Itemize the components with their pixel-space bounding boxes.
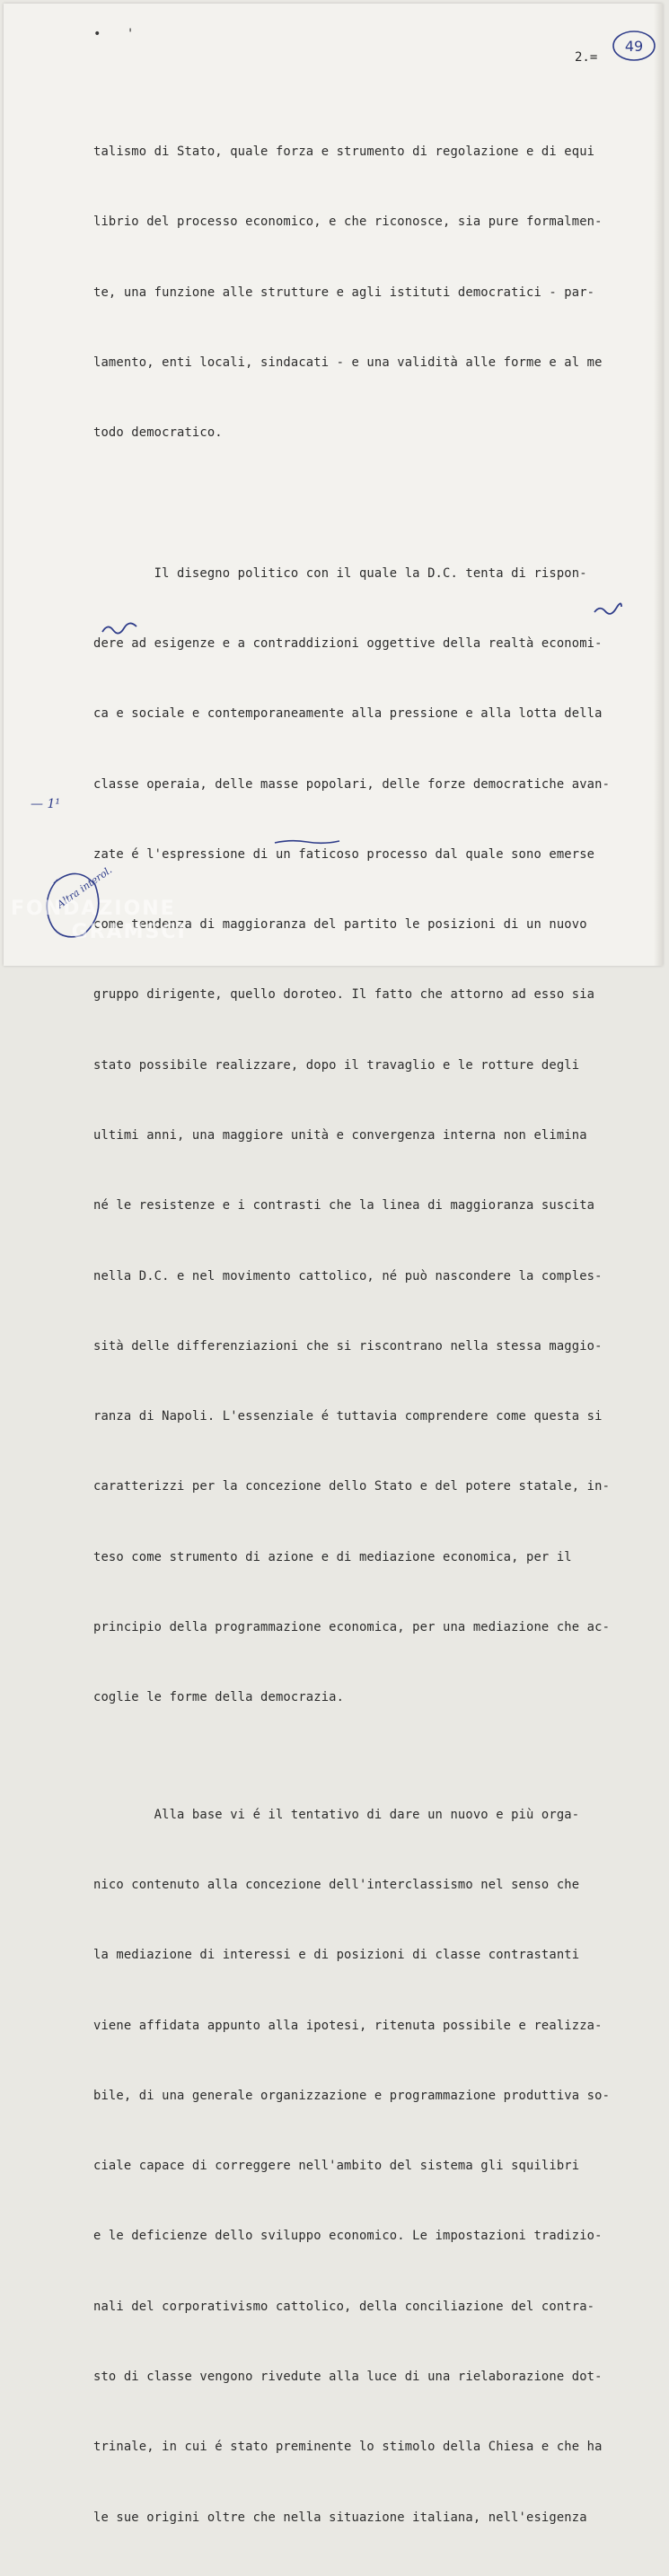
text-line: ranza di Napoli. L'essenziale é tuttavia comprendere come questa si: [93, 1409, 603, 1424]
text-line: todo democratico.: [93, 425, 223, 441]
text-line: sità delle differenziazioni che si riscontrano nella stessa maggio-: [93, 1338, 603, 1354]
top-marks: • ': [93, 27, 144, 41]
handwritten-squiggle-icon: [101, 621, 138, 635]
text-line: nella D.C. e nel movimento cattolico, né può nascondere la comples-: [93, 1268, 603, 1284]
text-line: stato possibile realizzare, dopo il travaglio e le rotture degli: [93, 1057, 580, 1073]
page-edge-shadow: [654, 4, 663, 966]
text-line: ciale capace di correggere nell'ambito del sistema gli squilibri: [93, 2159, 580, 2174]
text-line: dere ad esigenze e a contraddizioni oggettive della realtà economi-: [93, 636, 603, 652]
text-line: nico contenuto alla concezione dell'interclassismo nel senso che: [93, 1878, 580, 1893]
margin-mark-icon: [29, 793, 83, 813]
text-line: gruppo dirigente, quello doroteo. Il fatto che attorno ad esso sia: [93, 987, 595, 1003]
page-number: 2.=: [575, 50, 598, 65]
text-line: sto di classe vengono rivedute alla luce di una rielaborazione dot-: [93, 2370, 603, 2384]
text-line: ca e sociale e contemporaneamente alla pressione e alla lotta della: [93, 706, 603, 722]
text-line: coglie le forme della democrazia.: [93, 1690, 345, 1705]
text-line: librio del processo economico, e che riconosce, sia pure formalmen-: [93, 215, 603, 230]
paragraph-3: [93, 1757, 632, 2576]
archive-stamp-number: 49: [624, 38, 644, 55]
text-line: caratterizzi per la concezione dello Stato e del potere statale, in-: [93, 1479, 611, 1494]
text-line: Alla base vi é il tentativo di dare un nuovo e più orga-: [93, 1807, 580, 1822]
text-line: te, una funzione alle strutture e agli istituti democratici - par-: [93, 285, 595, 300]
paragraph-1: [93, 93, 632, 492]
text-line: Il disegno politico con il quale la D.C. tenta di rispon-: [93, 565, 587, 581]
text-line: zate é l'espressione di un faticoso processo dal quale sono emerse: [93, 846, 595, 862]
watermark-logo: FONDAZIONE GRAMSCI: [11, 898, 187, 943]
text-line: lamento, enti locali, sindacati - e una validità alle forme e al me: [93, 355, 603, 371]
text-line: classe operaia, delle masse popolari, delle forze democratiche avan-: [93, 776, 611, 792]
text-line: talismo di Stato, quale forza e strumento di regolazione e di equi: [93, 145, 595, 160]
circle-note-text: Altra interol.: [54, 863, 115, 911]
text-line: ultimi anni, una maggiore unità e convergenza interna non elimina: [93, 1128, 587, 1143]
margin-mark-text: — 1¹: [31, 797, 60, 811]
text-line: principio della programmazione economica, per una mediazione che ac-: [93, 1620, 611, 1634]
text-line: nali del corporativismo cattolico, della conciliazione del contra-: [93, 2299, 595, 2314]
handwritten-underline-icon: [273, 837, 341, 846]
paragraph-2: [93, 515, 632, 1757]
archive-stamp-icon: [611, 29, 657, 63]
text-line: le sue origini oltre che nella situazione italiana, nell'esigenza: [93, 2510, 587, 2525]
text-line: e le deficienze dello sviluppo economico. Le impostazioni tradizio-: [93, 2229, 603, 2244]
text-line: né le resistenze e i contrasti che la linea di maggioranza suscita: [93, 1198, 595, 1214]
handwritten-squiggle-icon: [593, 603, 623, 616]
text-line: trinale, in cui é stato preminente lo stimolo della Chiesa e che ha: [93, 2440, 603, 2455]
document-page: [4, 4, 663, 2525]
text-line: la mediazione di interessi e di posizioni di classe contrastanti: [93, 1948, 580, 1963]
text-line: come tendenza di maggioranza del partito le posizioni di un nuovo: [93, 917, 587, 933]
text-line: teso come strumento di azione e di mediazione economica, per il: [93, 1549, 572, 1564]
text-line: bile, di una generale organizzazione e programmazione produttiva so-: [93, 2088, 611, 2103]
text-line: viene affidata appunto alla ipotesi, ritenuta possibile e realizza-: [93, 2018, 603, 2033]
document-body: [93, 93, 632, 2576]
